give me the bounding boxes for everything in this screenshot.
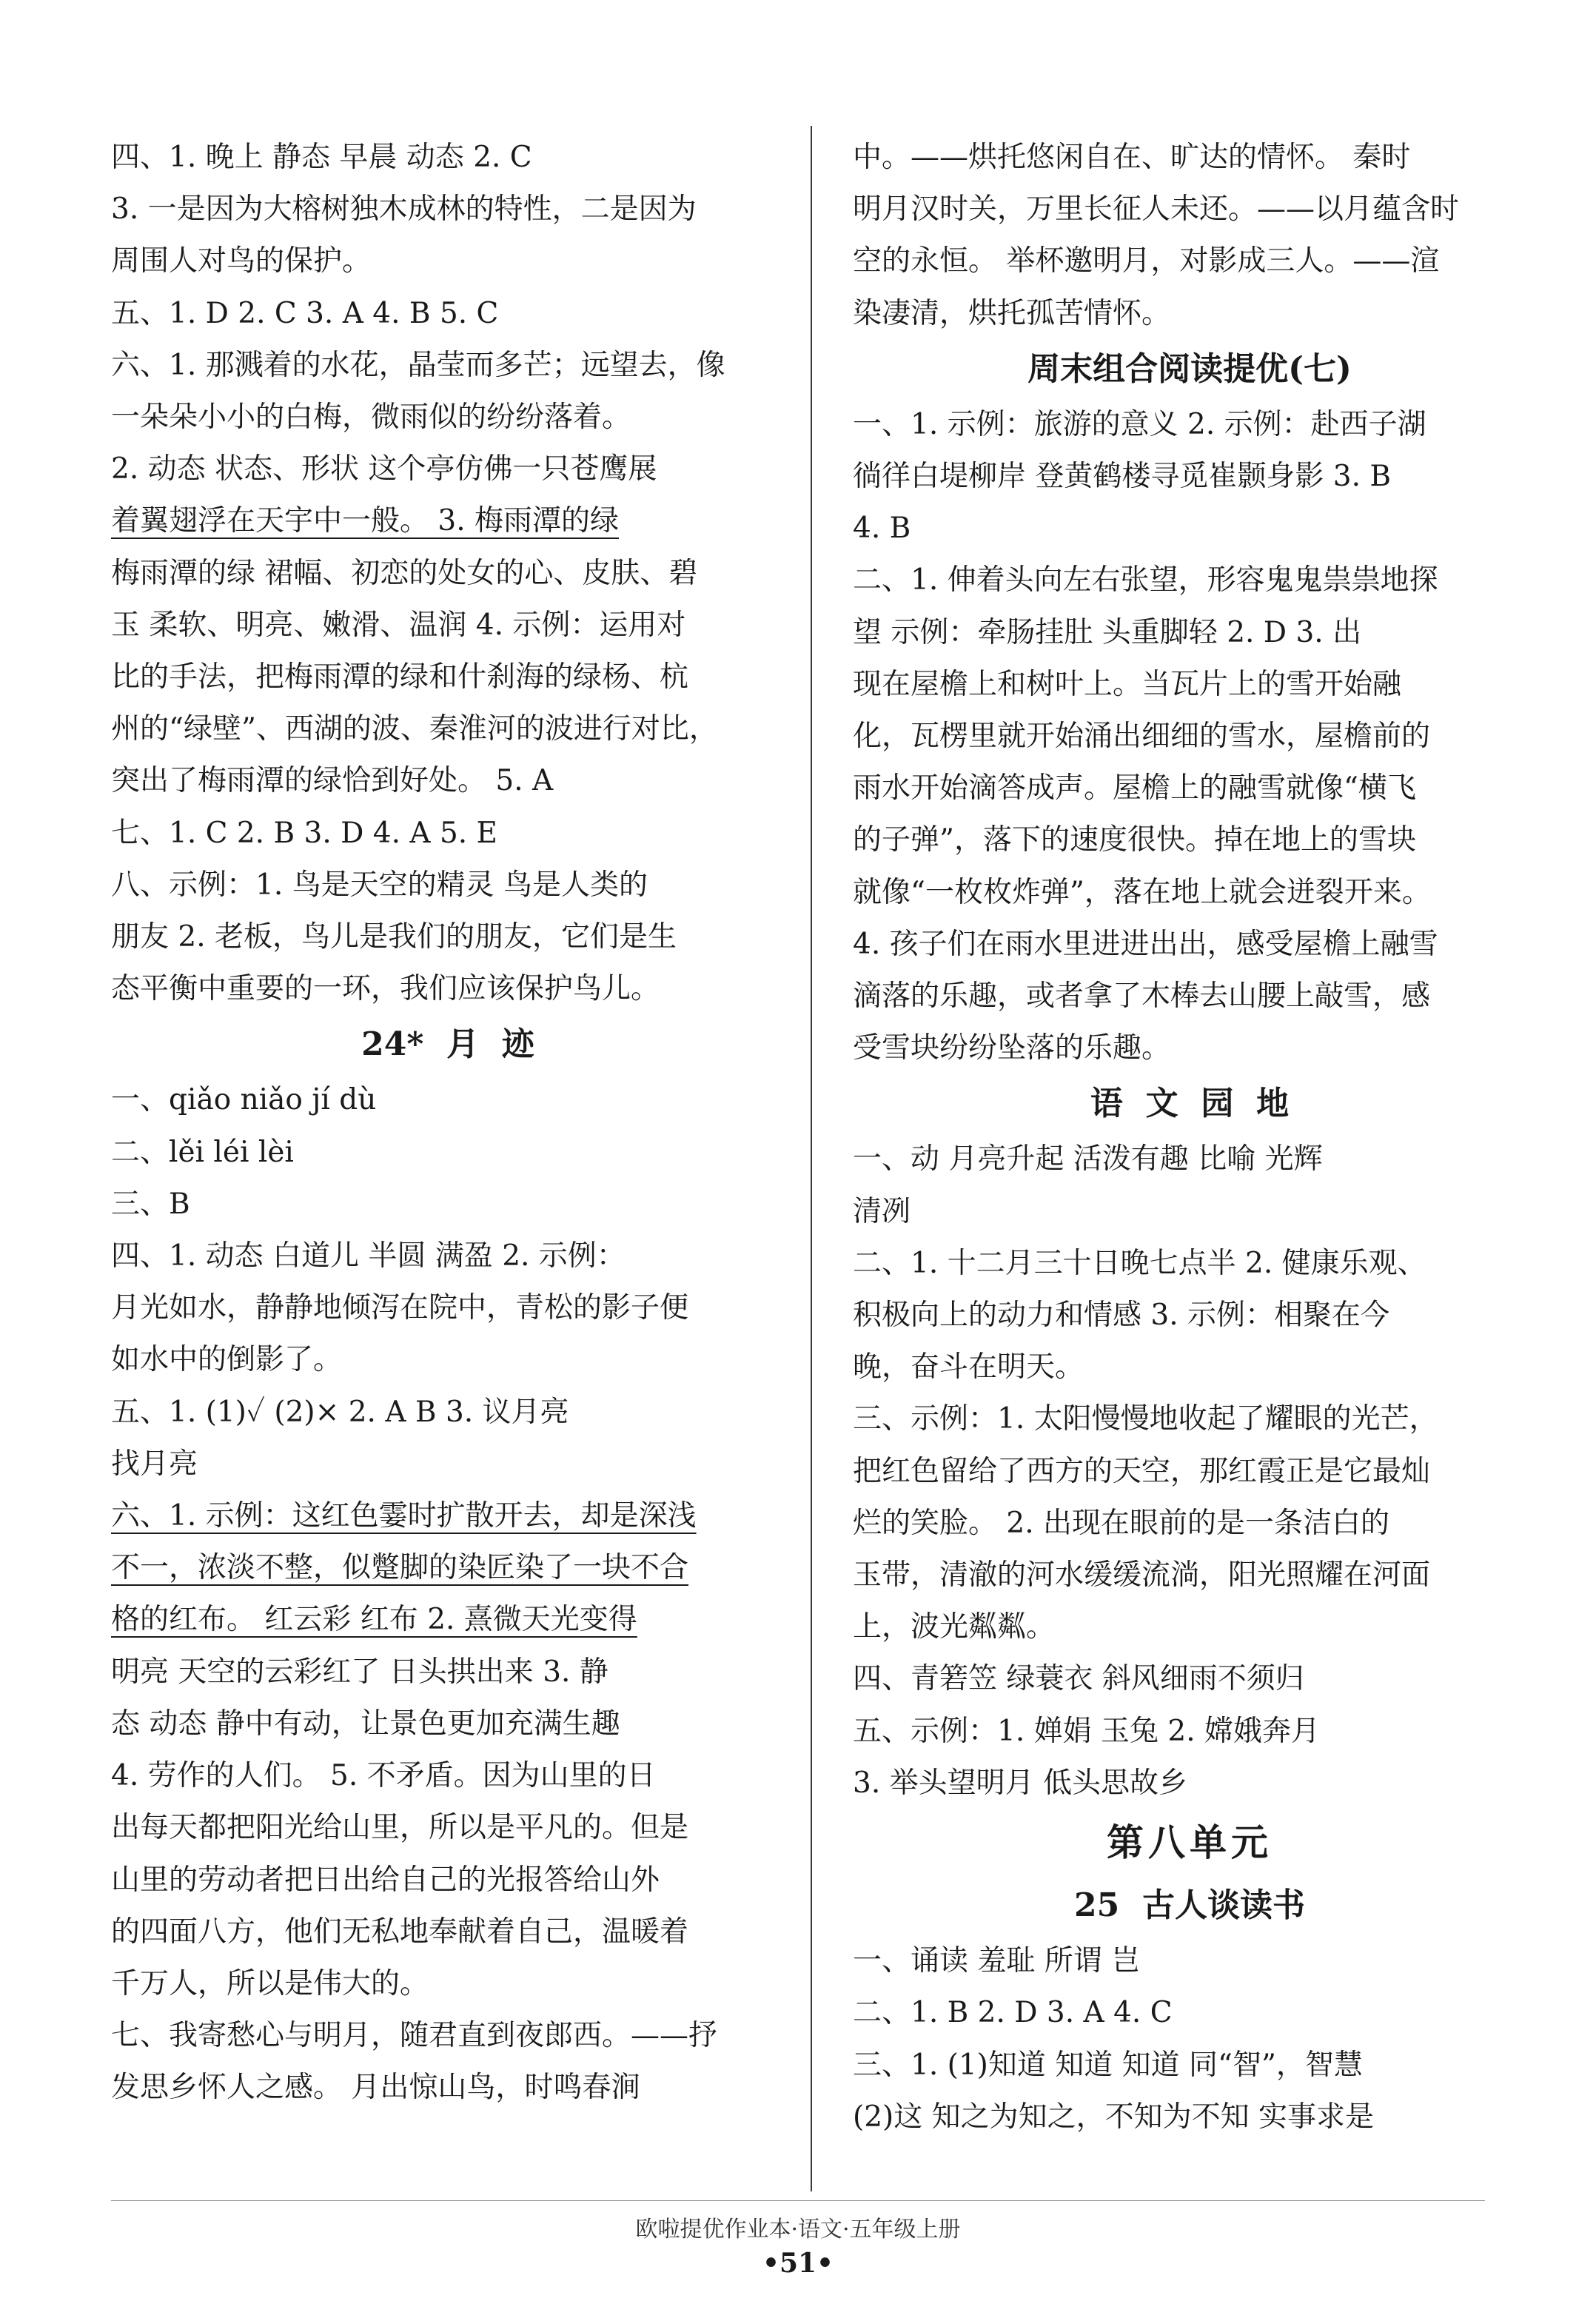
answer-line: 着翼翅浮在天宇中一般。 3. 梅雨潭的绿 [111, 504, 620, 538]
answer-line: 明亮 天空的云彩红了 日头拱出来 3. 静 [111, 1655, 608, 1689]
answer-line: 六、1. 示例：这红色霎时扩散开去，却是深浅 [111, 1499, 697, 1533]
answer-line: 滴落的乐趣，或者拿了木棒去山腰上敲雪，感 [853, 979, 1431, 1014]
answer-line: 格的红布。 红云彩 红布 2. 熹微天光变得 [111, 1603, 637, 1637]
answer-line: 二、lěi léi lèi [111, 1135, 294, 1169]
answer-line: 梅雨潭的绿 裙幅、初恋的处女的心、皮肤、碧 [111, 556, 698, 590]
answer-line: 受雪块纷纷坠落的乐趣。 [853, 1031, 1171, 1065]
answer-line: (2)这 知之为知之，不知为不知 实事求是 [853, 2100, 1375, 2134]
answer-line: 月光如水，静静地倾泻在院中，青松的影子便 [111, 1291, 689, 1325]
answer-line: 2. 动态 状态、形状 这个亭仿佛一只苍鹰展 [111, 452, 657, 486]
answer-line: 八、示例：1. 鸟是天空的精灵 鸟是人类的 [111, 868, 648, 902]
answer-line: 晚，奋斗在明天。 [853, 1350, 1084, 1384]
answer-line: 朋友 2. 老板，鸟儿是我们的朋友，它们是生 [111, 920, 677, 954]
answer-line: 一、诵读 羞耻 所谓 岂 [853, 1944, 1141, 1978]
answer-line: 的四面八方，他们无私地奉献着自己，温暖着 [111, 1915, 689, 1949]
section-heading: 25 古人谈读书 [1074, 1886, 1305, 1925]
answer-line: 千万人，所以是伟大的。 [111, 1966, 429, 2000]
answer-line: 上，波光粼粼。 [853, 1610, 1056, 1644]
answer-line: 化，瓦楞里就开始涌出细细的雪水，屋檐前的 [853, 720, 1431, 754]
answer-line: 一、qiǎo niǎo jí dù [111, 1083, 377, 1117]
answer-line: 4. 孩子们在雨水里进进出出，感受屋檐上融雪 [853, 927, 1438, 961]
answer-line: 五、示例：1. 婵娟 玉兔 2. 嫦娥奔月 [853, 1714, 1321, 1748]
answer-line: 把红色留给了西方的天空，那红霞正是它最灿 [853, 1454, 1431, 1488]
answer-line: 七、1. C 2. B 3. D 4. A 5. E [111, 816, 498, 850]
answer-line: 3. 一是因为大榕树独木成林的特性，二是因为 [111, 192, 697, 227]
answer-line: 二、1. 伸着头向左右张望，形容鬼鬼祟祟地探 [853, 563, 1438, 597]
answer-line: 州的“绿壁”、西湖的波、秦淮河的波进行对比， [111, 712, 718, 746]
answer-line: 七、我寄愁心与明月，随君直到夜郎西。——抒 [111, 2019, 718, 2053]
answer-line: 找月亮 [111, 1447, 198, 1481]
answer-line: 五、1. D 2. C 3. A 4. B 5. C [111, 296, 499, 330]
answer-line: 六、1. 那溅着的水花，晶莹而多芒；远望去，像 [111, 348, 725, 382]
answer-line: 4. 劳作的人们。 5. 不矛盾。因为山里的日 [111, 1759, 656, 1793]
answer-line: 玉 柔软、明亮、嫩滑、温润 4. 示例：运用对 [111, 608, 686, 642]
answer-line: 比的手法，把梅雨潭的绿和什刹海的绿杨、杭 [111, 660, 689, 694]
answer-line: 就像“一枚枚炸弹”，落在地上就会迸裂开来。 [853, 875, 1431, 909]
answer-line: 出每天都把阳光给山里，所以是平凡的。但是 [111, 1811, 689, 1845]
answer-line: 四、1. 动态 白道儿 半圆 满盈 2. 示例： [111, 1239, 626, 1273]
answer-line: 清冽 [853, 1194, 911, 1228]
answer-line: 山里的劳动者把日出给自己的光报答给山外 [111, 1863, 660, 1897]
answer-line: 玉带，清澈的河水缓缓流淌，阳光照耀在河面 [853, 1558, 1431, 1592]
answer-line: 三、1. (1)知道 知道 知道 同“智”，智慧 [853, 2048, 1363, 2082]
answer-line: 二、1. B 2. D 3. A 4. C [853, 1996, 1173, 2030]
right-column [853, 132, 1526, 2143]
answer-line: 积极向上的动力和情感 3. 示例：相聚在今 [853, 1299, 1390, 1333]
unit-heading: 第八单元 [1107, 1821, 1273, 1865]
book-series-footer: 欧啦提优作业本·语文·五年级上册 [635, 2217, 961, 2243]
answer-line: 三、B [111, 1187, 190, 1221]
section-heading: 周末组合阅读提优(七) [1027, 349, 1352, 388]
answer-line: 如水中的倒影了。 [111, 1343, 343, 1377]
answer-line: 发思乡怀人之感。 月出惊山鸟，时鸣春涧 [111, 2071, 640, 2105]
answer-line: 徜徉白堤柳岸 登黄鹤楼寻觅崔颢身影 3. B [853, 460, 1392, 494]
answer-line: 四、1. 晚上 静态 早晨 动态 2. C [111, 141, 532, 174]
page-number: •51• [762, 2248, 834, 2279]
answer-line: 4. B [853, 512, 911, 546]
answer-line: 突出了梅雨潭的绿恰到好处。 5. A [111, 764, 554, 798]
answer-line: 空的永恒。 举杯邀明月，对影成三人。——渲 [853, 244, 1440, 278]
answer-line: 周围人对鸟的保护。 [111, 244, 372, 278]
answer-line: 明月汉时关，万里长征人未还。——以月蕴含时 [853, 192, 1460, 227]
answer-line: 态 动态 静中有动，让景色更加充满生趣 [111, 1707, 620, 1741]
answer-line: 一、动 月亮升起 活泼有趣 比喻 光辉 [853, 1142, 1323, 1176]
answer-line: 态平衡中重要的一环，我们应该保护鸟儿。 [111, 972, 660, 1006]
answer-line: 3. 举头望明月 低头思故乡 [853, 1766, 1188, 1800]
section-heading: 语 文 园 地 [1090, 1085, 1290, 1123]
answer-line: 不一，浓淡不整，似蹩脚的染匠染了一块不合 [111, 1551, 689, 1585]
answer-line: 雨水开始滴答成声。屋檐上的融雪就像“横飞 [853, 771, 1416, 806]
answer-line: 一朵朵小小的白梅，微雨似的纷纷落着。 [111, 401, 631, 435]
answer-line: 一、1. 示例：旅游的意义 2. 示例：赴西子湖 [853, 407, 1426, 441]
answer-line: 四、青箬笠 绿蓑衣 斜风细雨不须归 [853, 1662, 1304, 1696]
column-divider [811, 126, 812, 2191]
answer-line: 染凄清，烘托孤苦情怀。 [853, 296, 1171, 330]
answer-line: 望 示例：牵肠挂肚 头重脚轻 2. D 3. 出 [853, 615, 1362, 649]
answer-line: 现在屋檐上和树叶上。当瓦片上的雪开始融 [853, 667, 1402, 701]
answer-line: 三、示例：1. 太阳慢慢地收起了耀眼的光芒， [853, 1402, 1438, 1436]
answer-line: 烂的笑脸。 2. 出现在眼前的是一条洁白的 [853, 1506, 1390, 1540]
answer-line: 中。——烘托悠闲自在、旷达的情怀。 秦时 [853, 141, 1411, 174]
footer-divider [111, 2200, 1485, 2201]
section-heading: 24* 月 迹 [361, 1025, 534, 1064]
answer-line: 二、1. 十二月三十日晚七点半 2. 健康乐观、 [853, 1246, 1426, 1280]
left-column [111, 132, 785, 2114]
answer-line: 五、1. (1)✓ (2)× 2. A B 3. 议月亮 [111, 1395, 569, 1429]
answer-line: 的子弹”，落下的速度很快。掉在地上的雪块 [853, 823, 1416, 857]
